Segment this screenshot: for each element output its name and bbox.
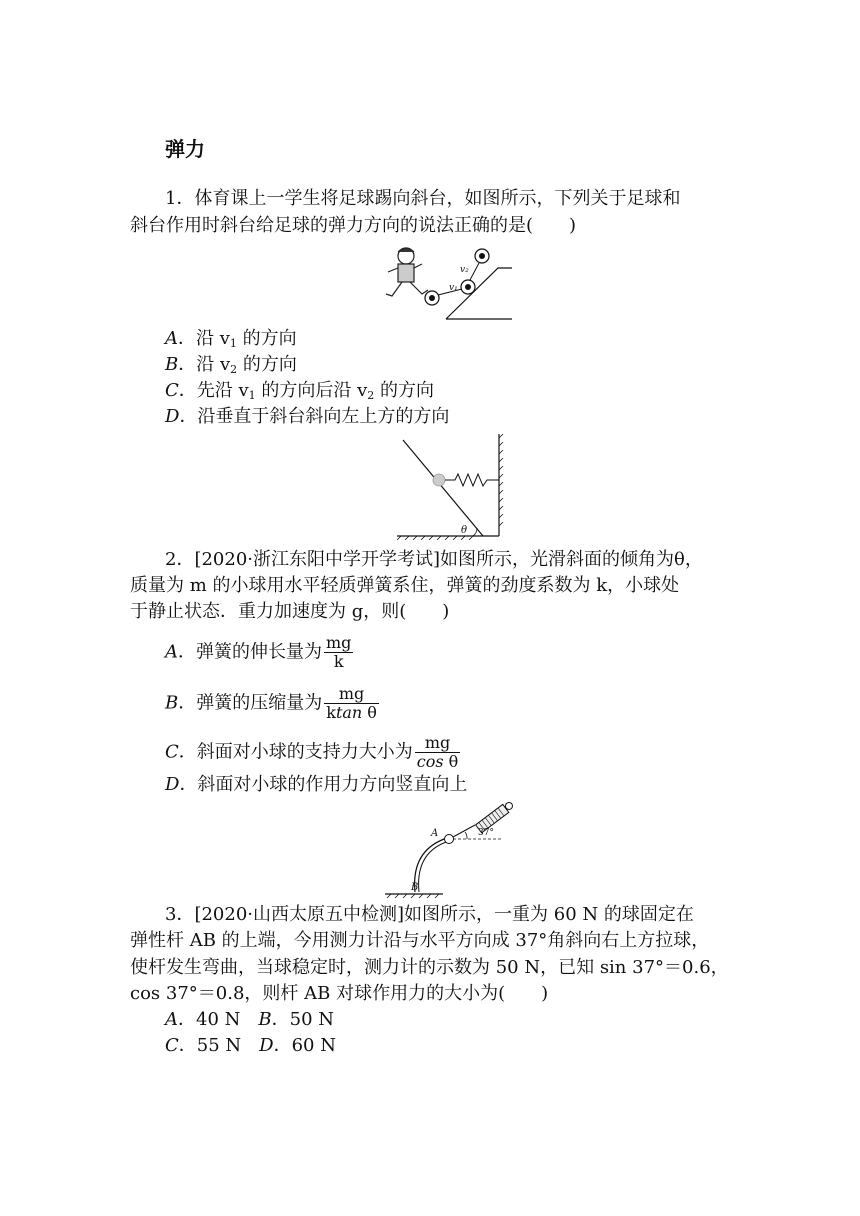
elastic-rod-inner — [419, 841, 449, 892]
label-v2: v₂ — [460, 265, 469, 275]
q2-figure-incline-spring — [395, 432, 507, 540]
ball — [445, 835, 454, 844]
q3-options-row1: A．40 N B．50 N — [165, 1009, 335, 1030]
q3-stem-line2: 弹性杆 AB 的上端，今用测力计沿与水平方向成 37°角斜向右上方拉球， — [130, 930, 710, 951]
spring — [445, 474, 499, 486]
q2-stem-line2: 质量为 m 的小球用水平轻质弹簧系住，弹簧的劲度系数为 k，小球处 — [130, 575, 680, 596]
fraction: $\frac{mg}{k}$ — [326, 633, 352, 671]
label-B: B — [411, 882, 419, 893]
label-v1: v₁ — [449, 283, 458, 293]
q2-option-d: D．斜面对小球的作用力方向竖直向上 — [165, 774, 468, 795]
q1-option-c: C．先沿 $v_1$ 的方向后沿 $v_2$ 的方向 — [165, 380, 435, 402]
q2-stem-line1: 2．[2020·浙江东阳中学开学考试]如图所示，光滑斜面的倾角为θ， — [165, 549, 703, 570]
q3-stem-line4: cos 37°＝0.8，则杆 AB 对球作用力的大小为( ) — [130, 983, 549, 1004]
fraction: $\frac{mg}{\text{ktan θ}}$ — [326, 684, 377, 722]
label-angle: 37° — [478, 828, 494, 838]
q1-option-a: A．沿 $v_1$ 的方向 — [165, 328, 297, 350]
wall-hatching — [499, 434, 503, 526]
incline-surface — [403, 440, 483, 536]
football-3 — [475, 249, 489, 263]
label-theta: θ — [461, 525, 468, 536]
q2-stem-line3: 于静止状态．重力加速度为 g，则( ) — [130, 601, 450, 622]
fraction: $\frac{mg}{\text{cos θ}}$ — [416, 733, 459, 771]
q1-option-b: B．沿 $v_2$ 的方向 — [165, 354, 297, 376]
q2-option-c: C．斜面对小球的支持力大小为 $\frac{mg}{\text{cos θ}}$ — [165, 733, 459, 771]
q3-figure-elastic-rod — [383, 800, 523, 900]
q3-stem-line3: 使杆发生弯曲，当球稳定时，测力计的示数为 50 N，已知 sin 37°＝0.6， — [130, 957, 729, 978]
angle-arc — [465, 832, 467, 839]
q1-option-d: D．沿垂直于斜台斜向左上方的方向 — [165, 406, 450, 427]
ramp-outline — [446, 268, 512, 319]
q1-figure-ramp-football — [378, 242, 518, 324]
small-ball — [433, 474, 445, 486]
q3-options-row2: C．55 N D．60 N — [165, 1035, 336, 1056]
q3-stem-line1: 3．[2020·山西太原五中检测]如图所示，一重为 60 N 的球固定在 — [165, 904, 694, 925]
q2-option-a: A．弹簧的伸长量为 $\frac{mg}{k}$ — [165, 633, 352, 671]
pull-line — [453, 825, 475, 837]
q1-stem-line1: 1．体育课上一学生将足球踢向斜台，如图所示，下列关于足球和 — [165, 188, 681, 209]
elastic-rod — [415, 838, 447, 892]
label-A: A — [431, 828, 439, 839]
q2-option-b: B．弹簧的压缩量为 $\frac{mg}{\text{ktan θ}}$ — [165, 684, 377, 722]
section-heading: 弹力 — [165, 137, 205, 161]
student-figure — [386, 248, 428, 296]
football-1 — [425, 291, 439, 305]
q1-stem-line2: 斜台作用时斜台给足球的弹力方向的说法正确的是( ) — [130, 215, 577, 236]
angle-arc — [473, 528, 477, 536]
